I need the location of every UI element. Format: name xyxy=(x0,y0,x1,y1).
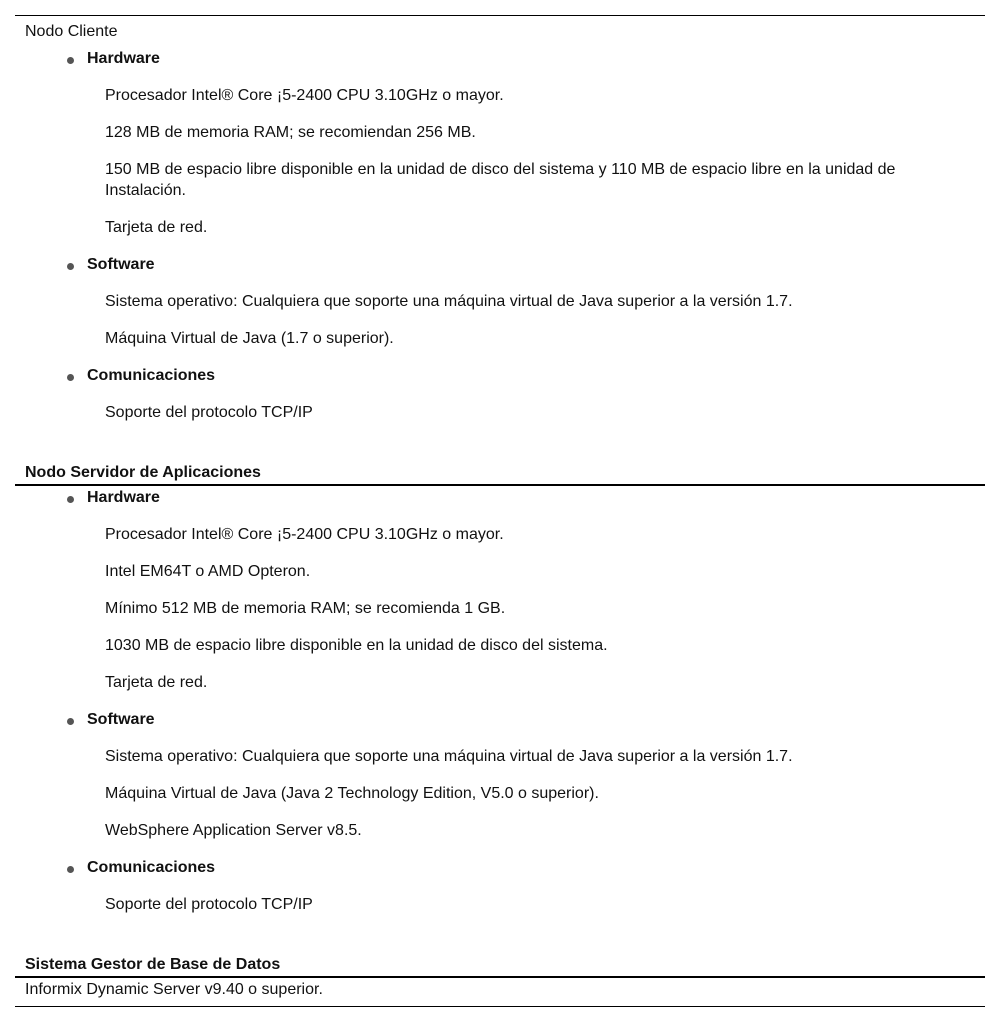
list-item: 150 MB de espacio libre disponible en la unidad de disco del sistema y 110 MB de espacio libre en la unidad de Instalación. xyxy=(105,161,896,199)
list-item: 1030 MB de espacio libre disponible en la unidad de disco del sistema. xyxy=(105,637,608,654)
list-item: Tarjeta de red. xyxy=(105,674,208,691)
list-item: Máquina Virtual de Java (1.7 o superior). xyxy=(105,330,394,347)
section-rule xyxy=(15,484,985,486)
top-rule xyxy=(15,15,985,16)
requirements-document xyxy=(15,0,985,1022)
category-comunicaciones-cliente: Comunicaciones xyxy=(87,367,216,384)
list-item: 128 MB de memoria RAM; se recomiendan 256 MB. xyxy=(105,124,476,141)
category-hardware-servidor: Hardware xyxy=(87,489,160,506)
bullet-icon xyxy=(67,718,74,725)
list-item: Soporte del protocolo TCP/IP xyxy=(105,404,313,421)
bullet-icon xyxy=(67,496,74,503)
bullet-icon xyxy=(67,374,74,381)
section-title-cliente: Nodo Cliente xyxy=(25,23,118,40)
list-item: Sistema operativo: Cualquiera que soporte una máquina virtual de Java superior a la versión 1.7. xyxy=(105,748,793,765)
category-software-servidor: Software xyxy=(87,711,155,728)
list-item: Procesador Intel® Core ¡5-2400 CPU 3.10GHz o mayor. xyxy=(105,526,504,543)
list-item: Máquina Virtual de Java (Java 2 Technology Edition, V5.0 o superior). xyxy=(105,785,599,802)
list-item: Informix Dynamic Server v9.40 o superior. xyxy=(25,981,323,998)
list-item: Mínimo 512 MB de memoria RAM; se recomienda 1 GB. xyxy=(105,600,506,617)
bullet-icon xyxy=(67,866,74,873)
list-item: Sistema operativo: Cualquiera que soporte una máquina virtual de Java superior a la versión 1.7. xyxy=(105,293,793,310)
list-item: Soporte del protocolo TCP/IP xyxy=(105,896,313,913)
category-hardware-cliente: Hardware xyxy=(87,50,160,67)
list-item: Procesador Intel® Core ¡5-2400 CPU 3.10GHz o mayor. xyxy=(105,87,504,104)
category-comunicaciones-servidor: Comunicaciones xyxy=(87,859,216,876)
bottom-rule xyxy=(15,1006,985,1007)
section-title-bd: Sistema Gestor de Base de Datos xyxy=(25,956,281,973)
bullet-icon xyxy=(67,263,74,270)
section-title-servidor: Nodo Servidor de Aplicaciones xyxy=(25,464,261,481)
list-item: Intel EM64T o AMD Opteron. xyxy=(105,563,311,580)
bullet-icon xyxy=(67,57,74,64)
list-item: WebSphere Application Server v8.5. xyxy=(105,822,362,839)
section-rule xyxy=(15,976,985,978)
list-item: Tarjeta de red. xyxy=(105,219,208,236)
category-software-cliente: Software xyxy=(87,256,155,273)
